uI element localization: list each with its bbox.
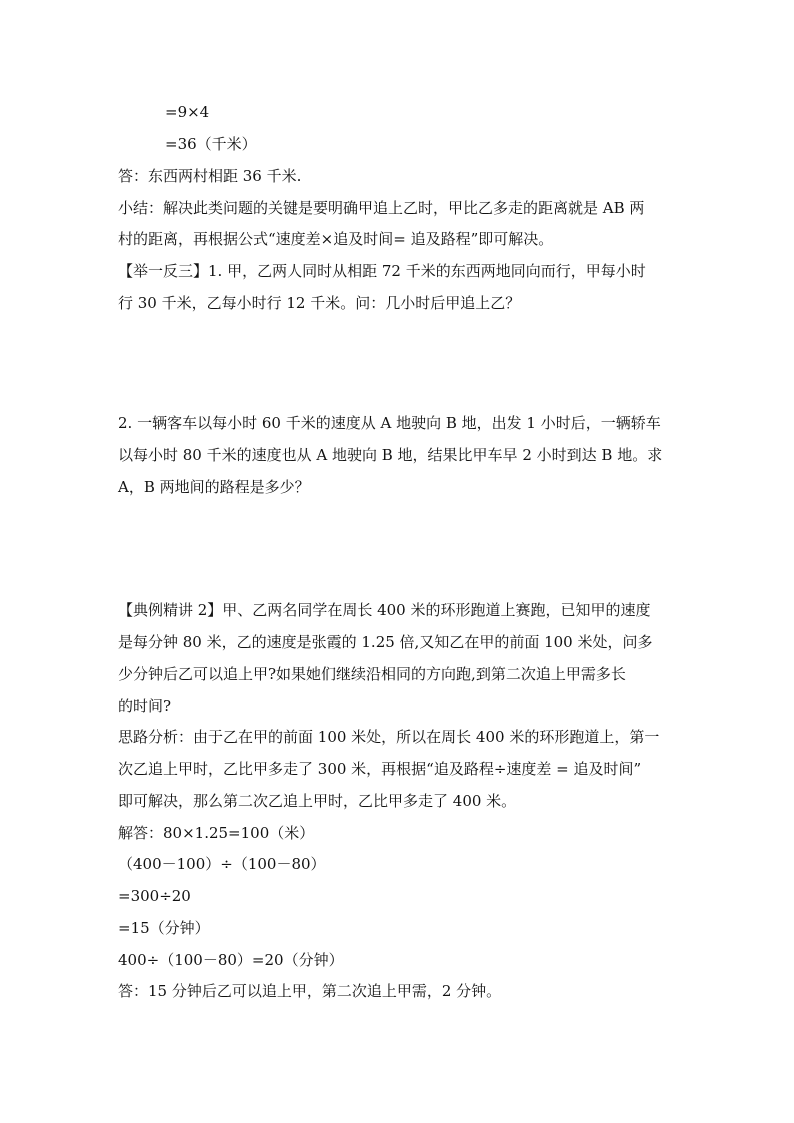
analysis-line-2: 次乙追上甲时，乙比甲多走了 300 米，再根据“追及路程÷速度差 = 追及时间” (118, 760, 642, 778)
example-line-2: 是每分钟 80 米，乙的速度是张霞的 1.25 倍,又知乙在甲的前面 100 米处，问多 (118, 633, 653, 651)
exercise-2-line-1: 2. 一辆客车以每小时 60 千米的速度从 A 地驶向 B 地，出发 1 小时后，一辆轿车 (118, 414, 661, 432)
calc-line-1: =9×4 (165, 103, 210, 121)
solution-line-3: =300÷20 (118, 887, 191, 905)
exercise-2-line-2: 以每小时 80 千米的速度也从 A 地驶向 B 地，结果比甲车早 2 小时到达 B 地。求 (118, 446, 663, 464)
solution-line-5: 400÷（100－80）=20（分钟） (118, 951, 344, 969)
solution-line-1: 解答：80×1.25=100（米） (118, 824, 315, 842)
example-line-3: 少分钟后乙可以追上甲?如果她们继续沿相同的方向跑,到第二次追上甲需多长 (118, 665, 626, 683)
example-line-4: 的时间? (118, 697, 172, 715)
solution-line-2: （400－100）÷（100－80） (118, 855, 326, 873)
summary-line-1: 小结：解决此类问题的关键是要明确甲追上乙时，甲比乙多走的距离就是 AB 两 (118, 199, 645, 217)
calc-line-2: =36（千米） (165, 135, 257, 153)
answer-line: 答：东西两村相距 36 千米. (118, 167, 302, 185)
exercise-2-line-3: A，B 两地间的路程是多少？ (118, 478, 310, 496)
analysis-line-3: 即可解决，那么第二次乙追上甲时，乙比甲多走了 400 米。 (118, 792, 517, 810)
solution-line-4: =15（分钟） (118, 919, 210, 937)
exercise-1-line-2: 行 30 千米，乙每小时行 12 千米。问：几小时后甲追上乙？ (118, 294, 521, 312)
exercise-1-line-1: 【举一反三】1. 甲，乙两人同时从相距 72 千米的东西两地同向而行，甲每小时 (118, 262, 646, 280)
summary-line-2: 村的距离，再根据公式“速度差×追及时间= 追及路程”即可解决。 (118, 230, 554, 248)
example-line-1: 【典例精讲 2】甲、乙两名同学在周长 400 米的环形跑道上赛跑，已知甲的速度 (118, 601, 651, 619)
analysis-line-1: 思路分析：由于乙在甲的前面 100 米处，所以在周长 400 米的环形跑道上，第一 (118, 728, 660, 746)
final-answer-line: 答：15 分钟后乙可以追上甲，第二次追上甲需，2 分钟。 (118, 982, 502, 1000)
